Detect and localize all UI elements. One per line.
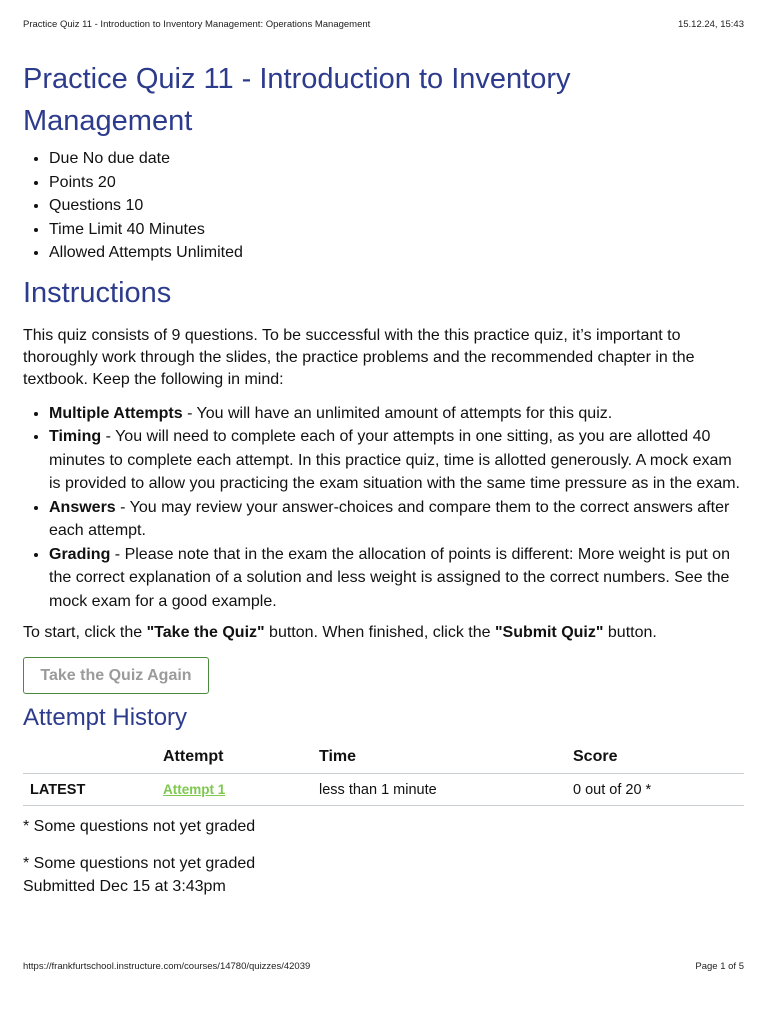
meta-allowed-attempts: • Allowed Attempts Unlimited	[49, 241, 745, 265]
rule-text: - Please note that in the exam the allocation of points is different: More weight is put on the correct explanation of a solution and less weight is assigned to the correct numbers. See the mock exam for a good example.	[49, 545, 730, 610]
attempt-cell	[163, 774, 319, 806]
rule-term: Timing	[49, 428, 102, 445]
rule-term: Multiple Attempts	[49, 404, 183, 422]
quiz-meta-list	[23, 147, 745, 265]
instructions-intro: This quiz consists of 9 questions. To be successful with the this practice quiz, it’s important to thoroughly work through the slides, the practice problems and the recommended chapter in the textbook. Keep the following in mind:	[23, 326, 695, 388]
start-instructions	[23, 622, 745, 644]
rule-timing	[49, 425, 745, 496]
submit-quiz-mention: "Submit Quiz"	[494, 624, 604, 641]
take-quiz-mention: "Take the Quiz"	[146, 624, 265, 641]
page-number: Page 1 of 5	[695, 961, 744, 972]
attempt-history-heading: Attempt History	[23, 704, 188, 731]
rule-answers	[49, 496, 745, 543]
start-text: button. When finished, click the	[264, 624, 495, 641]
table-footnote: * Some questions not yet graded	[23, 818, 256, 835]
table-row	[23, 774, 744, 806]
print-footer	[23, 961, 744, 972]
meta-questions: • Questions 10	[49, 194, 745, 218]
attempt-score: 0 out of 20 *	[573, 781, 652, 798]
meta-time-limit: • Time Limit 40 Minutes	[49, 218, 745, 242]
rule-text: - You will need to complete each of your attempts in one sitting, as you are allotted 40 minutes to complete each attempt. In this practice quiz, time is allotted generously. A mock exam is provided to allow you practicing the exam situation with the same time pressure as in the exam.	[49, 428, 740, 492]
rule-text: - You may review your answer-choices and compare them to the correct answers after each attempt.	[49, 498, 730, 539]
attempt-time: less than 1 minute	[319, 781, 437, 798]
print-header-datetime: 15.12.24, 15:43	[677, 19, 744, 30]
submitted-date: Submitted Dec 15 at 3:43pm	[23, 878, 226, 895]
print-header	[23, 19, 744, 30]
meta-points: • Points 20	[49, 171, 745, 195]
attempt-history-table	[23, 745, 744, 806]
grading-note: * Some questions not yet graded	[23, 855, 256, 872]
column-header-attempt: Attempt	[163, 748, 224, 765]
attempt-status: LATEST	[30, 781, 86, 798]
page-url: https://frankfurtschool.instructure.com/courses/14780/quizzes/42039	[23, 961, 311, 972]
column-header-score: Score	[573, 748, 618, 765]
print-header-title: Practice Quiz 11 - Introduction to Inventory Management: Operations Management	[23, 19, 371, 30]
instructions-rules	[23, 402, 745, 614]
rule-term: Answers	[49, 498, 116, 516]
rule-multiple-attempts	[49, 402, 745, 426]
rule-text: - You will have an unlimited amount of attempts for this quiz.	[182, 404, 613, 422]
meta-due: • Due No due date	[49, 147, 745, 171]
rule-term: Grading	[49, 545, 111, 563]
start-text: button.	[603, 624, 657, 641]
column-header-status	[23, 745, 163, 774]
quiz-content	[23, 58, 745, 898]
start-text: To start, click the	[23, 624, 147, 641]
take-quiz-again-button[interactable]: Take the Quiz Again	[23, 657, 209, 694]
rule-grading	[49, 543, 745, 614]
table-header-row	[23, 745, 744, 774]
quiz-title: Practice Quiz 11 - Introduction to Inventory Management	[23, 63, 571, 137]
attempt-1-link[interactable]: Attempt 1	[163, 781, 226, 797]
submission-info	[23, 852, 745, 898]
instructions-heading: Instructions	[23, 276, 172, 309]
column-header-time: Time	[319, 748, 357, 765]
